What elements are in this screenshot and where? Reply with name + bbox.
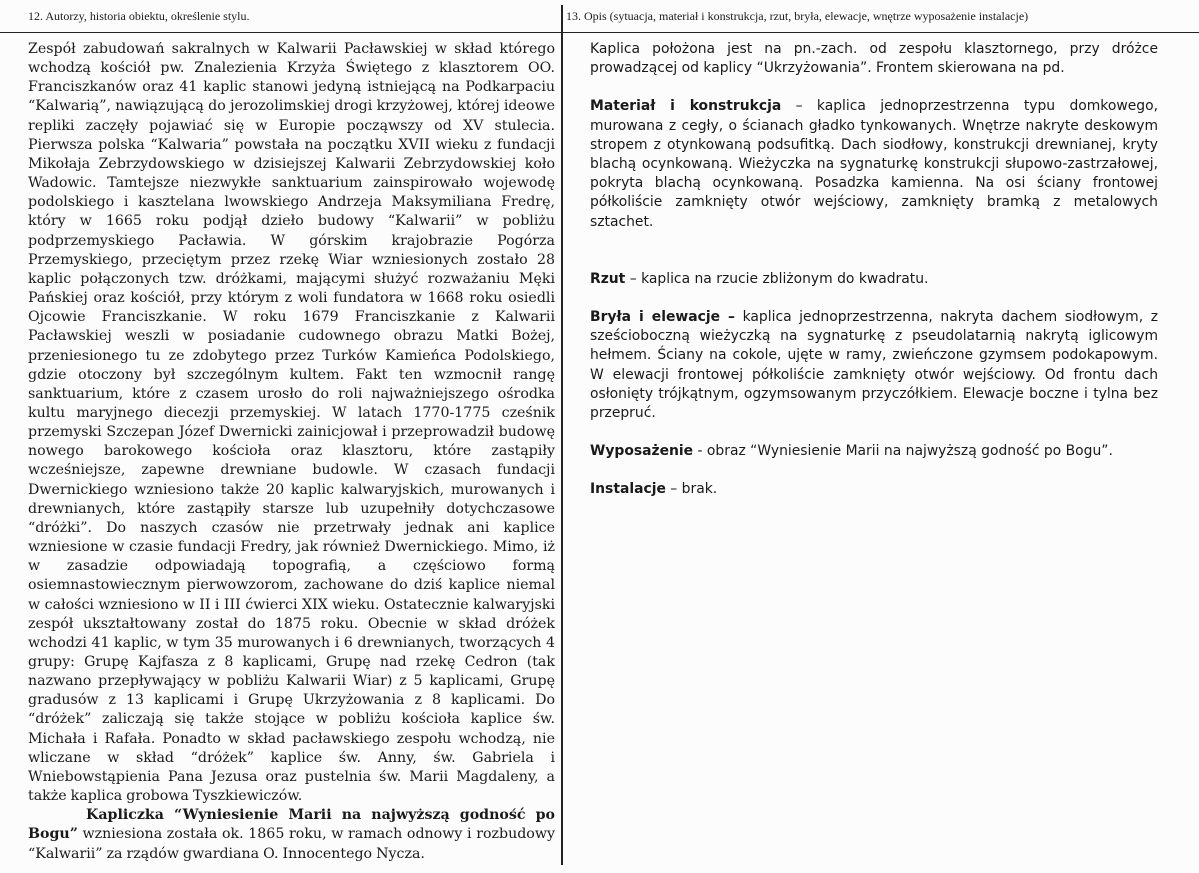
chapel-text: wzniesiona została ok. 1865 roku, w ramach odnowy i rozbudowy “Kalwarii” za rządów gwardiana O. Innocentego Nycza. — [28, 826, 555, 862]
rzut-label: Rzut — [590, 270, 626, 287]
bryla-paragraph — [590, 308, 1158, 423]
bryla-text: kaplica jednoprzestrzenna, nakryta dachem siodłowym, z sześcioboczną wieżyczką na sygnaturkę z pseudolatarnią nakrytą iglicowym hełmem. Ściany na cokole, ujęte w ramy, zwieńczone gzymsem podokapowym. W elewacji frontowej półkoliście zamknięty otwór wejściowy. Od frontu dach osłonięty trójkątnym, ogzymsowanym przyczółkiem. Elewacje boczne i tylna bez przepruć. — [590, 309, 1158, 422]
section-12-header: 12. Autorzy, historia obiektu, określenie stylu. — [28, 9, 250, 23]
bryla-label: Bryła i elewacje – — [590, 309, 735, 326]
instalacje-label: Instalacje — [590, 481, 666, 498]
column-divider — [561, 5, 563, 865]
history-text: Zespół zabudowań sakralnych w Kalwarii Pacławskiej w skład którego wchodzą kościół pw. Znalezienia Krzyża Świętego z klasztorem OO. Franciszkanów oraz 41 kaplic stanowi jedyną istniejącą na Podkarpaciu “Kalwarią”, nawiązującą do jerozolimskiej drogi krzyżowej, której ideowe repliki zaczęły pojawiać się w Europie począwszy od XV stulecia. Pierwsza polska “Kalwaria” powstała na początku XVII wieku z fundacji Mikołaja Zebrzydowskiego w dzisiejszej Kalwarii Zebrzydowskiej koło Wadowic. Tamtejsze niezwykłe sanktuarium zainspirowało wojewodę podolskiego i kasztelana lwowskiego Andrzeja Maksymiliana Fredrę, który w 1665 roku podjął dzieło budowy “Kalwarii” w pobliżu podprzemyskiego Pacławia. W górskim krajobrazie Pogórza Przemyskiego, przeciętym przez rzekę Wiar wzniesionych zostało 28 kaplic połączonych tzw. dróżkami, mającymi służyć rozważaniu Męki Pańskiej oraz kościół, przy którym z woli fundatora w 1668 roku osiedli Ojcowie Franciszkanie. W roku 1679 Franciszkanie z Kalwarii Pacławskiej weszli w posiadanie cudownego obrazu Matki Bożej, przeniesionego tu ze zdobytego przez Turków Kamieńca Podolskiego, gdzie otoczony był szczególnym kultem. Fakt ten wzmocnił rangę sanktuarium, które z czasem urosło do roli najważniejszego ośrodka kultu maryjnego diecezji przemyskiej. W latach 1770-1775 cześnik przemyski Szczepan Józef Dwernicki zainicjował i przeprowadził budowę nowego barokowego kościoła oraz klasztoru, które zastąpiły wcześniejsze, zapewne drewniane budowle. W czasach fundacji Dwernickiego wzniesiono także 20 kaplic kalwaryjskich, murowanych i drewnianych, które zastąpiły starsze lub uzupełniły dotychczasowe “dróżki”. Do naszych czasów nie przetrwały jednak ani kaplice wzniesione w czasie fundacji Fredry, jak również Dwernickiego. Mimo, iż w zasadzie odpowiadają topografią, a częściowo formą osiemnastowiecznym pierwowzorom, zachowane do dziś kaplice niemal w całości wzniesiono w II i III ćwierci XIX wieku. Ostatecznie kalwaryjski zespół ukształtowany został do 1875 roku. Obecnie w skład dróżek wchodzi 41 kaplic, w tym 35 murowanych i 6 drewnianych, tworzących 4 grupy: Grupę Kajfasza z 8 kaplicami, Grupę nad rzekę Cedron (tak nazwano przepływający w pobliżu Kalwarii Wiar) z 5 kaplicami, Grupę gradusów z 13 kaplicami i Grupę Ukrzyżowania z 8 kaplicami. Do “dróżek” zaliczają się także stojące w pobliżu kościoła kaplice św. Michała i Rafała. Ponadto w skład pacławskiego zespołu wchodzą, nie wliczane w skład “dróżek” kaplice św. Anny, św. Gabriela i Wniebowstąpienia Pana Jezusa oraz pustelnia św. Marii Magdaleny, a także kaplica grobowa Tyszkiewiczów. — [28, 41, 555, 805]
rzut-text: – kaplica na rzucie zbliżonym do kwadratu. — [625, 270, 929, 287]
rzut-paragraph — [590, 270, 1158, 289]
chapel-title: Kapliczka “Wyniesienie Marii na najwyższą godność po Bogu” — [28, 807, 555, 843]
wyposazenie-paragraph — [590, 442, 1158, 461]
material-label: Materiał i konstrukcja — [590, 98, 782, 115]
material-paragraph — [590, 97, 1158, 231]
header-rule — [0, 32, 1199, 33]
wyposazenie-label: Wyposażenie — [590, 443, 694, 460]
wyposazenie-text: - obraz “Wyniesienie Marii na najwyższą godność po Bogu”. — [693, 443, 1113, 460]
instalacje-paragraph — [590, 480, 1158, 499]
history-column — [28, 40, 555, 864]
section-13-header: 13. Opis (sytuacja, materiał i konstrukcja, rzut, bryła, elewacje, wnętrze wyposażenie instalacje) — [566, 9, 1029, 23]
material-text: – kaplica jednoprzestrzenna typu domkowego, murowana z cegły, o ścianach gładko tynkowanych. Wnętrze nakryte deskowym stropem z otynkowaną podsufitką. Dach siodłowy, konstrukcji drewnianej, kryty blachą ocynkowaną. Wieżyczka na sygnaturkę konstrukcji słupowo-zastrzałowej, pokryta blachą ocynkowaną. Posadzka kamienna. Na osi ściany frontowej półkoliście zamknięty otwór wejściowy, zamknięty bramką z metalowych sztachet. — [590, 98, 1158, 230]
description-column — [590, 40, 1158, 500]
instalacje-text: – brak. — [665, 481, 718, 498]
intro-text: Kaplica położona jest na pn.-zach. od zespołu klasztornego, przy dróżce prowadzącej od kaplicy “Ukrzyżowania”. Frontem skierowana na pd. — [590, 41, 1158, 77]
chapel-paragraph — [28, 806, 555, 863]
